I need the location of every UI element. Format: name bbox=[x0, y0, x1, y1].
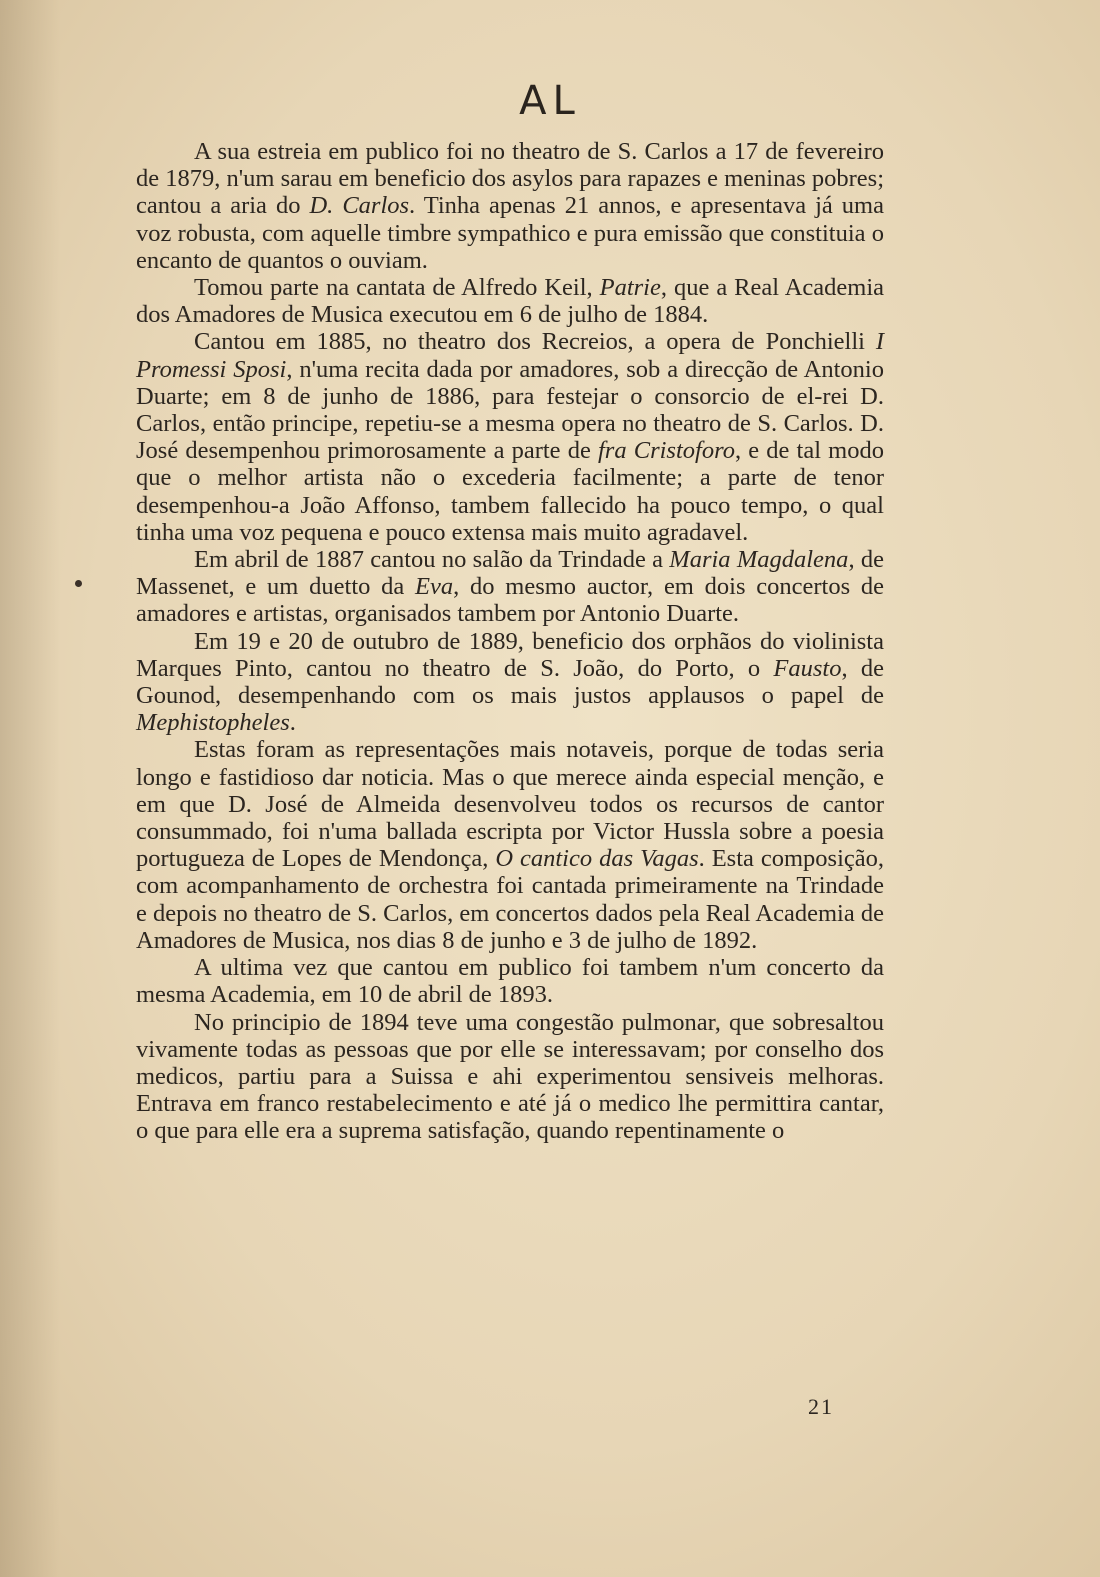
running-head: AL bbox=[519, 78, 581, 124]
paragraph bbox=[136, 328, 884, 546]
body-text bbox=[136, 138, 884, 1145]
italic-title: Maria Magdalena bbox=[669, 546, 849, 574]
paragraph bbox=[136, 274, 884, 328]
text-run: , e de tal modo que o melhor artista não o excederia facilmente; a parte de tenor desempenhou-a João Affonso, tambem fallecido ha pouco tempo, o qual tinha uma voz pequena e pouco extensa mais muito agradavel. bbox=[136, 437, 884, 546]
text-run: , n'uma recita dada por amadores, sob a direcção de Antonio Duarte; em 8 de junho de 1886, para festejar o consorcio de el-rei D. Carlos, então principe, repetiu-se a mesma opera no theatro de S. Carlos. D. José desempenhou primorosamente a parte de bbox=[136, 355, 884, 465]
text-run: , do mesmo auctor, em dois concertos de amadores e artistas, organisados tambem por Antonio Duarte. bbox=[136, 573, 885, 628]
page-edge-shadow bbox=[0, 0, 60, 1577]
paragraph bbox=[136, 546, 884, 628]
text-run: , que a Real Academia dos Amadores de Musica executou em 6 de julho de 1884. bbox=[136, 274, 885, 329]
text-run: A ultima vez que cantou em publico foi tambem n'um concerto da mesma Academia, em 10 de abril de 1893. bbox=[136, 954, 884, 1009]
italic-title: D. Carlos bbox=[309, 192, 410, 220]
italic-title: Patrie bbox=[599, 274, 661, 302]
text-run: , de Massenet, e um duetto da bbox=[136, 546, 884, 601]
italic-title: Mephistopheles bbox=[136, 709, 290, 737]
text-run: Tomou parte na cantata de Alfredo Keil, bbox=[194, 274, 600, 302]
margin-mark bbox=[75, 580, 82, 587]
italic-title: Eva bbox=[415, 573, 454, 601]
text-run: No principio de 1894 teve uma congestão pulmonar, que sobresaltou vivamente todas as pessoas que por elle se interessavam; por conselho dos medicos, partiu para a Suissa e ahi experimentou sensiveis melhoras. Entrava em franco restabelecimento e até já o medico lhe permittira cantar, o que para elle era a suprema satisfação, quando repentinamente o bbox=[136, 1008, 884, 1145]
italic-title: fra Cristoforo bbox=[598, 437, 735, 465]
italic-title: Fausto bbox=[773, 654, 842, 682]
text-run: Cantou em 1885, no theatro dos Recreios, a opera de Ponchielli bbox=[194, 328, 876, 356]
paragraph bbox=[136, 954, 884, 1008]
paragraph bbox=[136, 138, 884, 274]
text-run: . Esta composição, com acompanhamento de orchestra foi cantada primeiramente na Trindade e depois no theatro de S. Carlos, em concertos dados pela Real Academia de Amadores de Musica, nos dias 8 de junho e 3 de julho de 1892. bbox=[136, 845, 885, 954]
text-run: , de Gounod, desempenhando com os mais justos applausos o papel de bbox=[136, 654, 885, 710]
paragraph bbox=[136, 628, 884, 737]
text-run: A sua estreia em publico foi no theatro de S. Carlos a 17 de fevereiro de 1879, n'um sarau em beneficio dos asylos para rapazes e meninas pobres; cantou a aria do bbox=[136, 138, 885, 220]
italic-title: O cantico das Vagas bbox=[495, 845, 699, 873]
text-run: Em 19 e 20 de outubro de 1889, beneficio dos orphãos do violinista Marques Pinto, cantou no theatro de S. João, do Porto, o bbox=[136, 627, 884, 682]
text-run: Em abril de 1887 cantou no salão da Trindade a bbox=[194, 546, 670, 574]
paragraph bbox=[136, 1009, 884, 1145]
paragraph bbox=[136, 736, 884, 954]
text-run: . Tinha apenas 21 annos, e apresentava já uma voz robusta, com aquelle timbre sympathico e pura emissão que constituia o encanto de quantos o ouviam. bbox=[136, 192, 884, 274]
text-run: Estas foram as representações mais notaveis, porque de todas seria longo e fastidioso dar noticia. Mas o que merece ainda especial menção, e em que D. José de Almeida desenvolveu todos os recursos de cantor consummado, foi n'uma ballada escripta por Victor Hussla sobre a poesia portugueza de Lopes de Mendonça, bbox=[136, 736, 884, 873]
page-number: 21 bbox=[808, 1394, 834, 1419]
italic-title: I Promessi Sposi bbox=[136, 328, 884, 383]
text-run: . bbox=[289, 709, 296, 737]
